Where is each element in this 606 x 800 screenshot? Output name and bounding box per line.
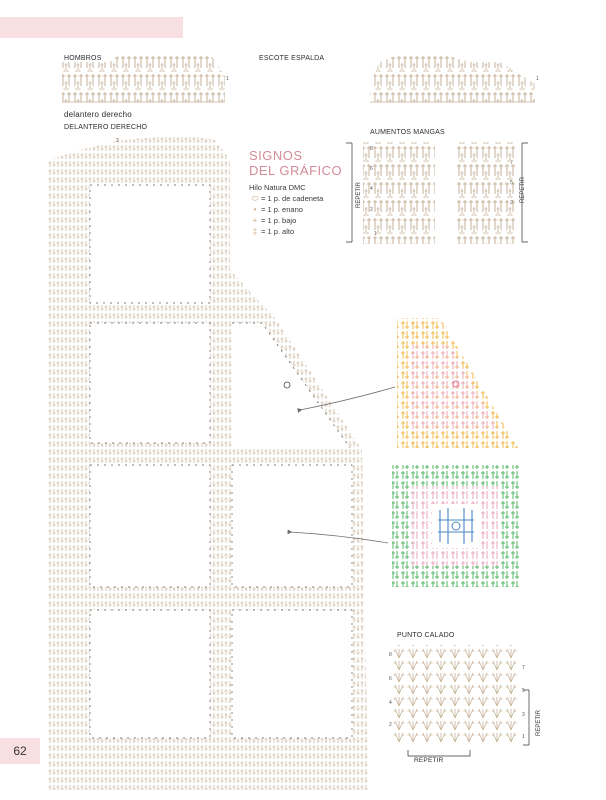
legend-yarn: Hilo Natura DMC: [249, 183, 306, 192]
section-label-delantero-lower: delantero derecho: [64, 110, 132, 119]
row-number-shoulder-1: 1: [226, 76, 229, 82]
repeat-label-calado-bottom: REPETIR: [414, 757, 444, 764]
motif-square-3: [90, 465, 210, 587]
row-number-calado-3: 3: [522, 712, 525, 718]
row-number-calado-5: 5: [522, 688, 525, 694]
motif-square-6: [232, 610, 352, 738]
motif-square-2: [90, 323, 210, 443]
slip-stitch-icon: •: [253, 205, 257, 214]
row-number-calado-4: 4: [389, 700, 392, 706]
punto-calado-chart: [393, 645, 519, 745]
single-crochet-icon: +: [252, 216, 258, 225]
legend-item-double: ‡ = 1 p. alto: [249, 226, 323, 237]
section-label-punto-calado: PUNTO CALADO: [397, 632, 455, 639]
motif-square-5: [90, 610, 210, 738]
section-label-delantero-upper: DELANTERO DERECHO: [64, 124, 148, 131]
row-number-neck-1: 1: [536, 76, 539, 82]
legend-title-line2: DEL GRÁFICO: [249, 163, 343, 178]
section-label-hombros: HOMBROS: [64, 55, 102, 62]
legend-item-slip: • = 1 p. enano: [249, 204, 323, 215]
sleeve-chart-left: [363, 142, 435, 244]
motif-triangle: [232, 323, 350, 448]
section-label-escote-espalda: ESCOTE ESPALDA: [259, 55, 325, 62]
section-label-aumentos-mangas: AUMENTOS MANGAS: [370, 129, 445, 136]
motif-square-1: [90, 185, 210, 303]
double-crochet-icon: ‡: [252, 227, 258, 236]
row-number-calado-2: 2: [389, 722, 392, 728]
row-number-calado-6: 6: [389, 676, 392, 682]
repeat-label-sleeve-right: REPETIR: [520, 176, 526, 203]
legend-title-line1: SIGNOS: [249, 148, 303, 163]
row-number-calado-1: 1: [522, 734, 525, 740]
legend-item-chain: ⬭ = 1 p. de cadeneta: [249, 193, 323, 204]
page-number: 62: [0, 738, 40, 764]
legend-item-single: + = 1 p. bajo: [249, 215, 323, 226]
repeat-label-calado-right: REPETIR: [536, 709, 542, 736]
motif-square-4: [232, 465, 352, 587]
shoulder-right-chart: [370, 54, 535, 102]
repeat-label-sleeve-left: REPETIR: [356, 181, 362, 208]
sleeve-chart-right: [456, 142, 516, 244]
row-number-calado-7: 7: [522, 665, 525, 671]
chain-icon: ⬭: [251, 193, 259, 203]
shoulder-left-chart: [62, 54, 225, 102]
row-number-calado-8: 8: [389, 652, 392, 658]
